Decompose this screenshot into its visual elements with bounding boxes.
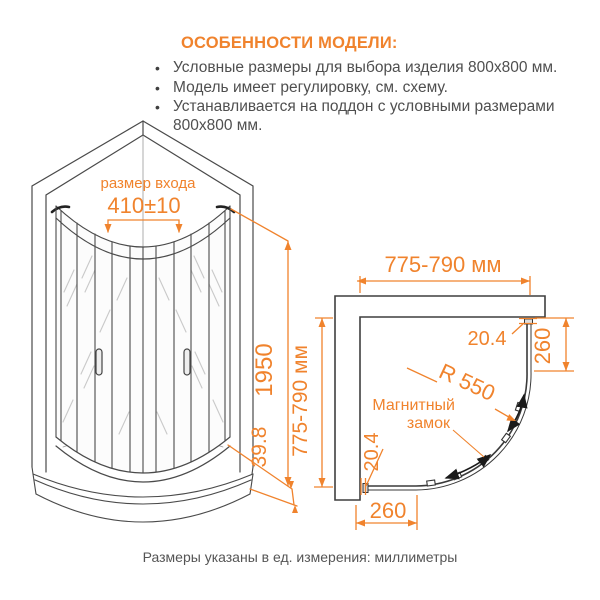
plan-width-top: 775-790 мм <box>384 252 502 277</box>
feature-text: Модель имеет регулировку, см. схему. <box>173 78 448 96</box>
feature-text: Условные размеры для выбора изделия 800x800 мм. <box>173 59 558 76</box>
bullet-icon: • <box>155 60 160 76</box>
door-handle-left <box>96 349 102 375</box>
magnetic-lock-label-line2: замок <box>406 415 450 432</box>
plan-width-left: 775-790 мм <box>289 345 312 457</box>
plan-radius-label: R 550 <box>435 358 500 406</box>
iso-view <box>32 121 298 522</box>
plan-gap-bottom: 20.4 <box>361 432 383 472</box>
units-note: Размеры указаны в ед. измерения: миллиметры <box>142 549 458 565</box>
plan-dimensions <box>289 252 574 530</box>
features-title: ОСОБЕННОСТИ МОДЕЛИ: <box>181 34 398 52</box>
plan-gap-top: 20.4 <box>467 328 507 350</box>
magnetic-lock-label-line1: Магнитный <box>372 397 455 414</box>
plan-panel-bottom: 260 <box>369 498 407 523</box>
tray-height-dimension: 39.8 <box>248 426 271 468</box>
iso-tray <box>32 467 253 522</box>
door-handle-right <box>184 349 190 375</box>
feature-text: Устанавливается на поддон с условными размерами 800x800 мм. <box>173 98 555 134</box>
bullet-icon: • <box>155 99 160 115</box>
height-dimension: 1950 <box>251 343 278 397</box>
entrance-label: размер входа <box>100 175 196 192</box>
entrance-size-value: 410±10 <box>107 193 181 218</box>
plan-panel-right: 260 <box>530 327 555 365</box>
bullet-icon: • <box>155 79 160 96</box>
plan-view <box>289 252 574 530</box>
